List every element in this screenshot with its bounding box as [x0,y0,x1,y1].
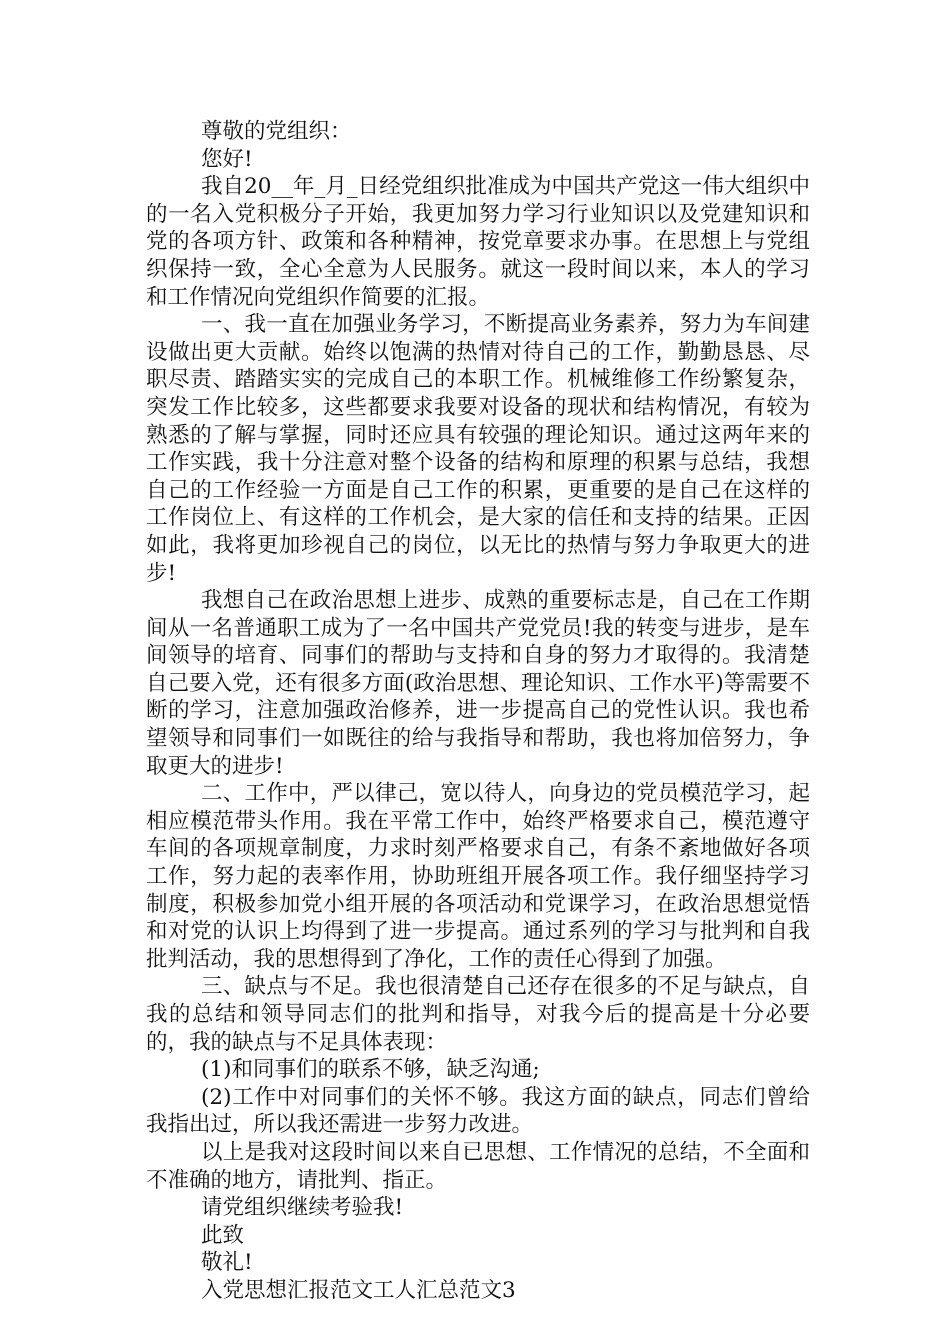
paragraph-political-progress: 我想自己在政治思想上进步、成熟的重要标志是，自己在工作期间从一名普通职工成为了一名中国共产党党员!我的转变与进步，是车间领导的培育、同事们的帮助与支持和自身的努力才取得的。我清楚自己要入党，还有很多方面(政治思想、理论知识、工作水平)等需要不断的学习，注意加强政治修养，进一步提高自己的党性认识。我也希望领导和同事们一如既往的给与我指导和帮助，我也将加倍努力，争取更大的进步! [146,588,810,779]
paragraph-section-1: 一、我一直在加强业务学习，不断提高业务素养，努力为车间建设做出更大贡献。始终以饱满的热情对待自己的工作，勤勤恳恳、尽职尽责、踏踏实实的完成自己的本职工作。机械维修工作纷繁复杂，突发工作比较多，这些都要求我要对设备的现状和结构情况，有较为熟悉的了解与掌握，同时还应具有较强的理论知识。通过这两年来的工作实践，我十分注意对整个设备的结构和原理的积累与总结，我想自己的工作经验一方面是自己工作的积累，更重要的是自己在这样的工作岗位上、有这样的工作机会，是大家的信任和支持的结果。正因如此，我将更加珍视自己的岗位，以无比的热情与努力争取更大的进步! [146,312,810,586]
closing-ci-zhi: 此致 [201,1222,245,1248]
closing-request: 请党组织继续考验我! [201,1195,404,1221]
greeting: 您好! [201,146,253,172]
salutation: 尊敬的党组织： [201,119,352,144]
paragraph-summary: 以上是我对这段时间以来自已思想、工作情况的总结，不全面和不准确的地方，请批判、指正。 [146,1139,810,1193]
document-body [146,118,810,1305]
shortcoming-item-1: (1)和同事们的联系不够，缺乏沟通; [201,1057,540,1083]
next-article-title: 入党思想汇报范文工人汇总范文3 [201,1277,516,1303]
closing-jing-li: 敬礼! [201,1250,253,1276]
paragraph-intro: 我自20__年_月_日经党组织批准成为中国共产党这一伟大组织中的一名入党积极分子开始，我更加努力学习行业知识以及党建知识和党的各项方针、政策和各种精神，按党章要求办事。在思想上与党组织保持一致，全心全意为人民服务。就这一段时间以来，本人的学习和工作情况向党组织作简要的汇报。 [146,174,810,310]
paragraph-section-2: 二、工作中，严以律己，宽以待人，向身边的党员模范学习，起相应模范带头作用。我在平常工作中，始终严格要求自己，模范遵守车间的各项规章制度，力求时刻严格要求自己，有条不紊地做好各项工作，努力起的表率作用，协助班组开展各项工作。我仔细坚持学习制度，积极参加党小组开展的各项活动和党课学习，在政治思想觉悟和对党的认识上均得到了进一步提高。通过系列的学习与批判和自我批判活动，我的思想得到了净化，工作的责任心得到了加强。 [146,781,810,972]
paragraph-section-3: 三、缺点与不足。我也很清楚自己还存在很多的不足与缺点，自我的总结和领导同志们的批判和指导，对我今后的提高是十分必要的，我的缺点与不足具体表现： [146,974,810,1055]
shortcoming-item-2: (2)工作中对同事们的关怀不够。我这方面的缺点，同志们曾给我指出过，所以我还需进一步努力改进。 [146,1084,810,1138]
